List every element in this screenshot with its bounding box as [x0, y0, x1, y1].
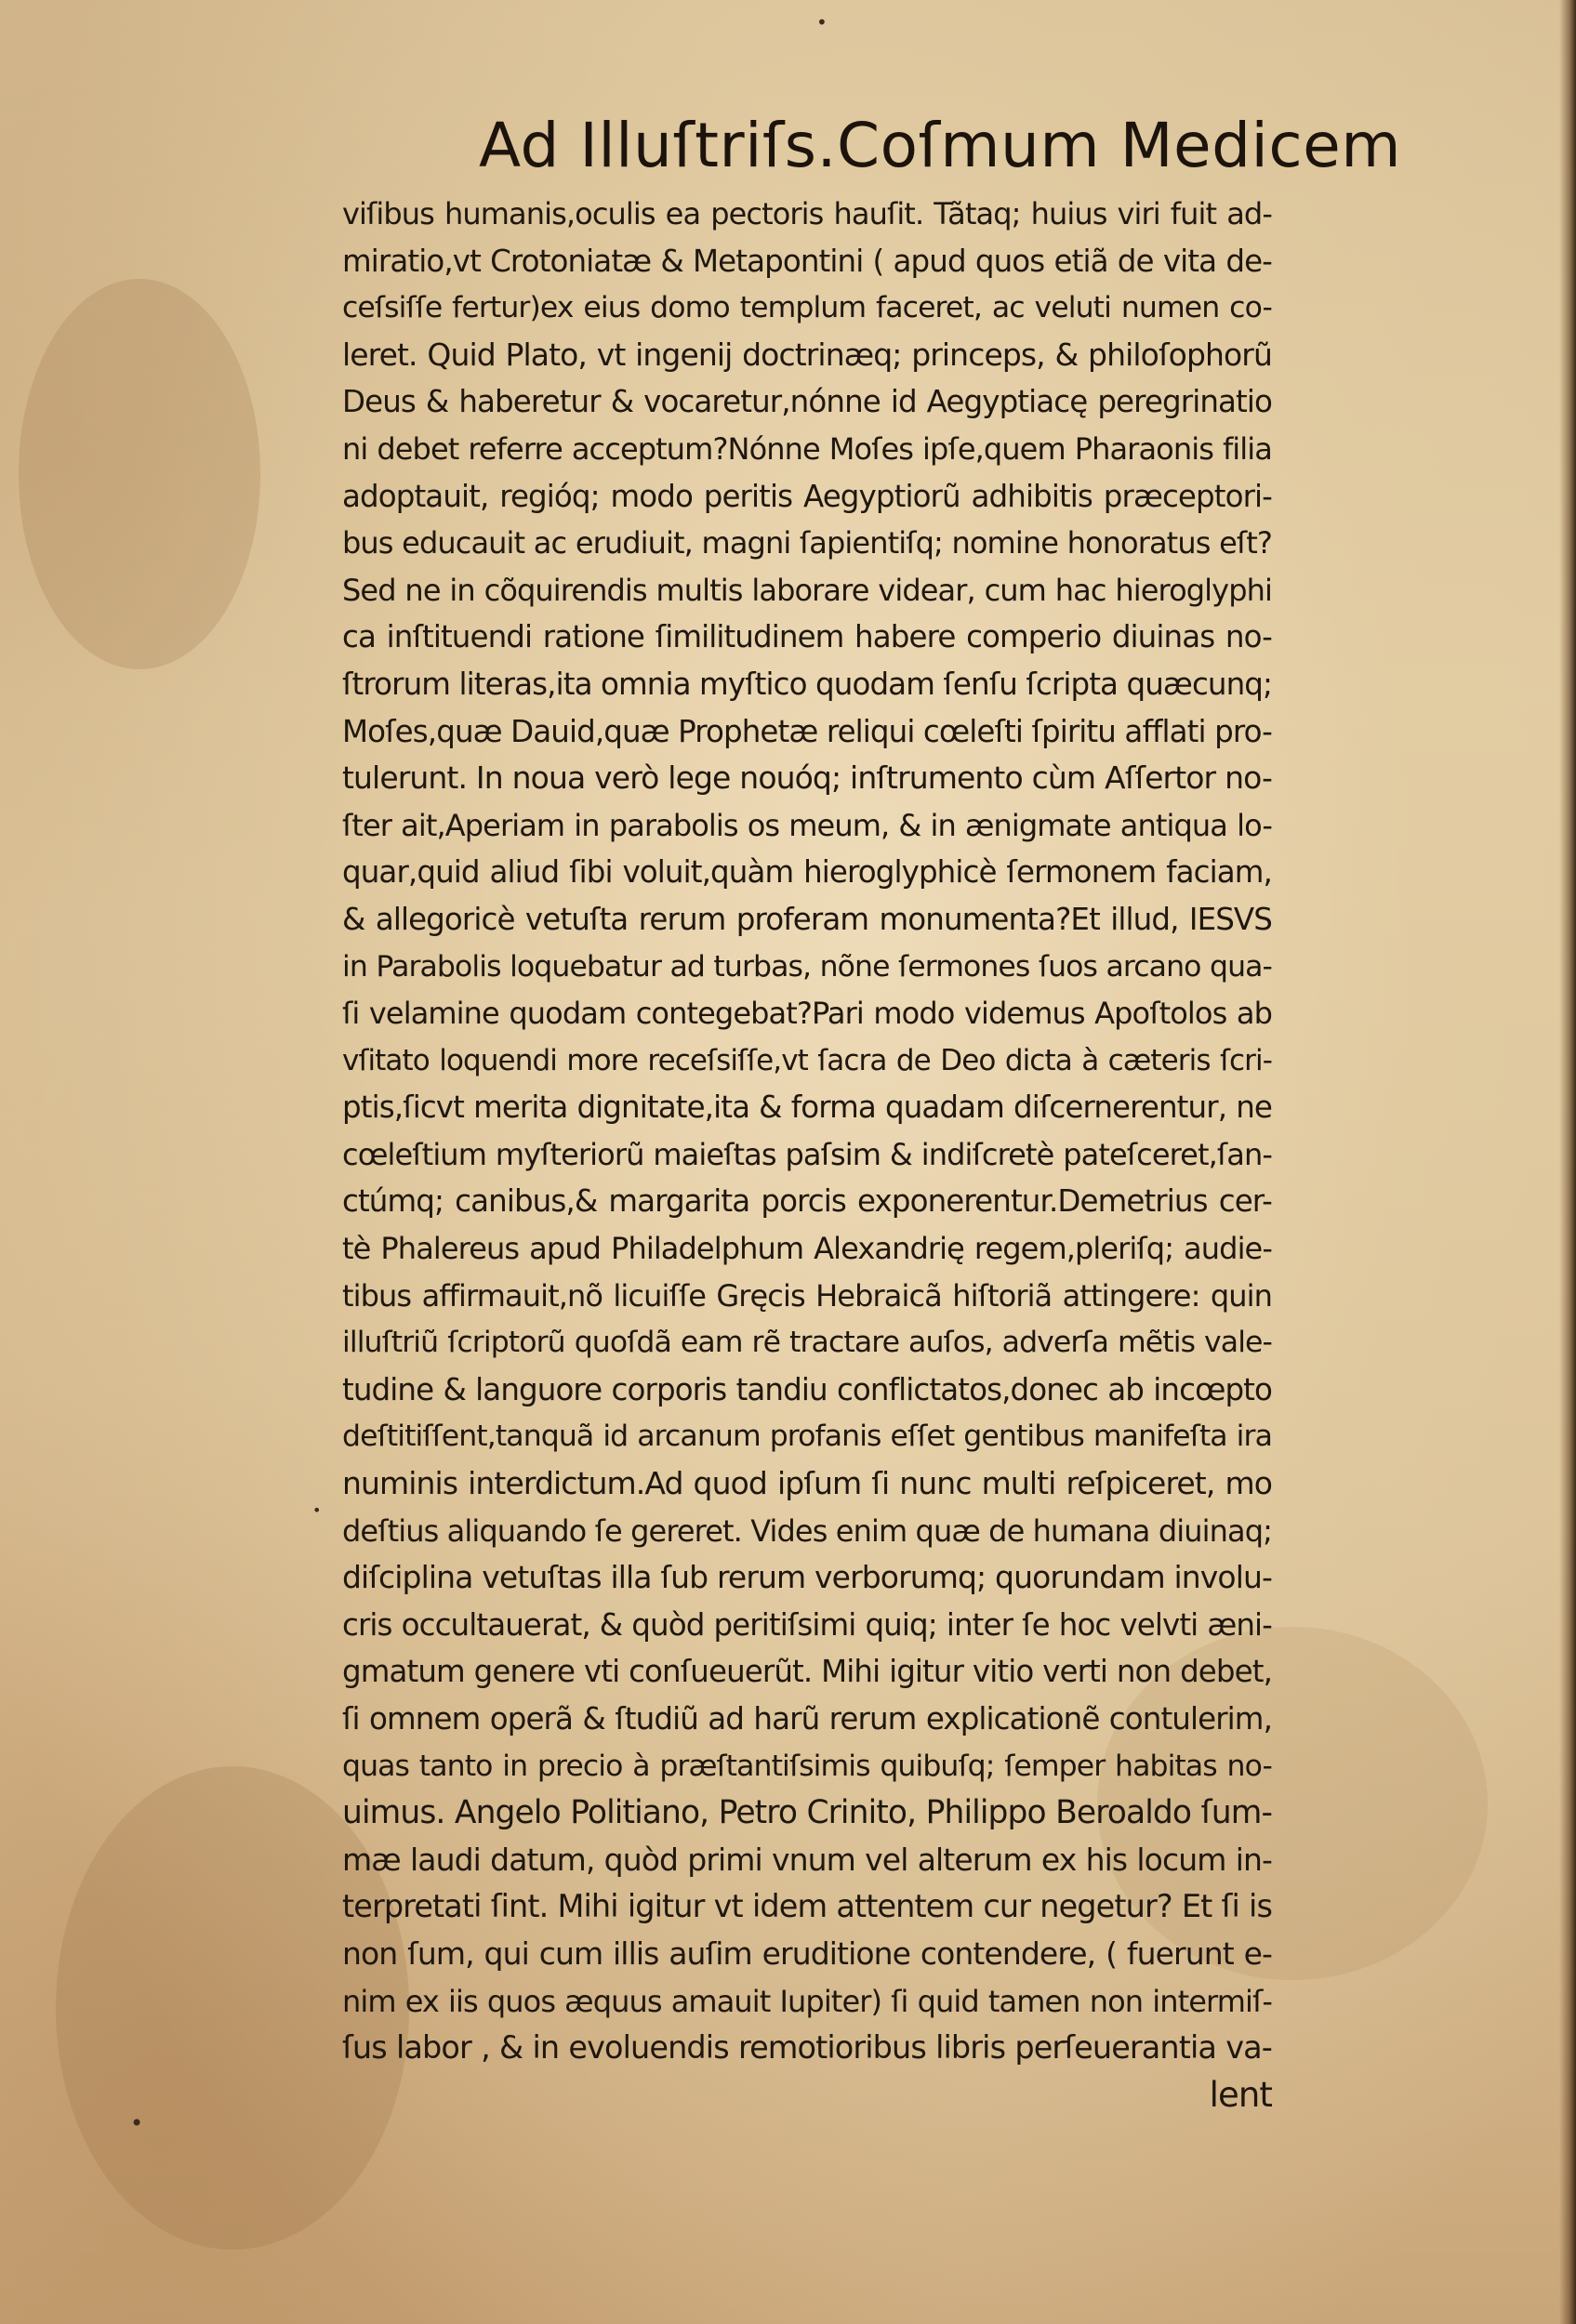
text-line: quas tanto in precio à præſtantiſsimis quibuſq; ſemper habitas no-: [342, 1749, 1272, 1783]
text-line: deſtius aliquando ſe gereret. Vides enim quæ de humana diuinaq;: [342, 1512, 1272, 1549]
ink-dot: •: [816, 11, 828, 33]
text-line: ſi omnem operã & ſtudiũ ad harũ rerum explicationẽ contulerim,: [342, 1701, 1272, 1736]
text-line: & allegoricè vetuſta rerum proferam monumenta?Et illud, IESVS: [342, 901, 1272, 937]
page-binding-edge: [1559, 0, 1576, 2324]
text-line: quar,quid aliud ſibi voluit,quàm hieroglyphicè ſermonem faciam,: [342, 854, 1272, 891]
text-line: in Parabolis loquebatur ad turbas, nõne ſermones ſuos arcano qua-: [342, 949, 1272, 984]
text-line: leret. Quid Plato, vt ingenij doctrinæq; princeps, & philoſophorũ: [342, 336, 1272, 373]
text-line: adoptauit, regióq; modo peritis Aegyptiorũ adhibitis præceptori-: [342, 478, 1272, 514]
text-line: Moſes,quæ Dauid,quæ Prophetæ reliqui cœleſti ſpiritu afflati pro-: [342, 713, 1272, 749]
ink-dot: •: [312, 1501, 322, 1519]
text-line: ni debet referre acceptum?Nónne Moſes ipſe,quem Pharaonis filia: [342, 430, 1272, 467]
text-line: uimus. Angelo Politiano, Petro Crinito, Philippo Beroaldo ſum-: [342, 1794, 1272, 1832]
body-text: [342, 191, 1272, 2119]
running-head: Ad Illuſtriſs.Coſmum Medicem: [479, 110, 1402, 181]
text-line: viſibus humanis,oculis ea pectoris hauſit. Tãtaq; huius viri fuit ad-: [342, 196, 1272, 231]
text-line: deſtitiſſent,tanquã id arcanum profanis eſſet gentibus manifeſta ira: [342, 1419, 1272, 1454]
text-line: nim ex iis quos æquus amauit Iupiter) ſi quid tamen non intermiſ-: [342, 1983, 1272, 2019]
text-line: ceſsiſſe fertur)ex eius domo templum faceret, ac veluti numen co-: [342, 291, 1272, 325]
ink-dot: •: [130, 2110, 144, 2136]
text-line: mæ laudi datum, quòd primi vnum vel alterum ex his locum in-: [342, 1841, 1272, 1878]
text-line: tudine & languore corporis tandiu conflictatos,donec ab incœpto: [342, 1371, 1272, 1407]
text-line: ſtrorum literas,ita omnia myſtico quodam ſenſu ſcripta quæcunq;: [342, 666, 1273, 702]
text-line: vſitato loquendi more receſsiſſe,vt ſacra de Deo dicta à cæteris ſcri-: [342, 1043, 1272, 1077]
paper-stain: [19, 279, 260, 669]
text-line: non ſum, qui cum illis auſim eruditione contendere, ( fuerunt e-: [342, 1934, 1272, 1972]
text-line: ctúmq; canibus,& margarita porcis exponerentur.Demetrius cer-: [342, 1183, 1272, 1220]
text-line: cris occultauerat, & quòd peritiſsimi quiq; inter ſe hoc velvti æni-: [342, 1606, 1272, 1643]
text-line: Deus & haberetur & vocaretur,nónne id Aegyptiacę peregrinatio: [342, 384, 1272, 420]
text-line: ſus labor , & in evoluendis remotioribus libris perſeuerantia va-: [342, 2029, 1272, 2067]
catchword: lent: [1209, 2074, 1272, 2115]
text-line: cœleſtium myſteriorũ maieſtas paſsim & indiſcretè pateſceret,ſan-: [342, 1136, 1272, 1172]
text-line: Sed ne in cõquirendis multis laborare videar, cum hac hieroglyphi: [342, 572, 1272, 608]
text-line: ca inſtituendi ratione ſimilitudinem habere comperio diuinas no-: [342, 619, 1272, 655]
text-line: tè Phalereus apud Philadelphum Alexandrię regem,pleriſq; audie-: [342, 1231, 1272, 1267]
text-line: miratio,vt Crotoniatæ & Metapontini ( apud quos etiã de vita de-: [342, 243, 1272, 279]
text-line: diſciplina vetuſtas illa ſub rerum verborumq; quorundam involu-: [342, 1559, 1272, 1596]
text-line: illuſtriũ ſcriptorũ quoſdã eam rẽ tractare auſos, adverſa mẽtis vale-: [342, 1326, 1272, 1360]
text-line: numinis interdictum.Ad quod ipſum ſi nunc multi reſpiceret, mo: [342, 1465, 1272, 1502]
text-line: ſter ait,Aperiam in parabolis os meum, & in ænigmate antiqua lo-: [342, 807, 1272, 843]
text-line: ptis,ſicvt merita dignitate,ita & forma quadam diſcernerentur, ne: [342, 1089, 1272, 1126]
text-line: terpretati ſint. Mihi igitur vt idem attentem cur negetur? Et ſi is: [342, 1888, 1272, 1925]
text-line: ſi velamine quodam contegebat?Pari modo videmus Apoſtolos ab: [342, 996, 1272, 1032]
text-line: tibus affirmauit,nõ licuiſſe Gręcis Hebraicã hiſtoriã attingere: quin: [342, 1277, 1272, 1314]
text-line: gmatum genere vti conſueuerũt. Mihi igitur vitio verti non debet,: [342, 1654, 1272, 1690]
text-line: bus educauit ac erudiuit, magni ſapientiſq; nomine honoratus eſt?: [342, 525, 1272, 561]
text-line: tulerunt. In noua verò lege nouóq; inſtrumento cùm Aſſertor no-: [342, 759, 1272, 797]
